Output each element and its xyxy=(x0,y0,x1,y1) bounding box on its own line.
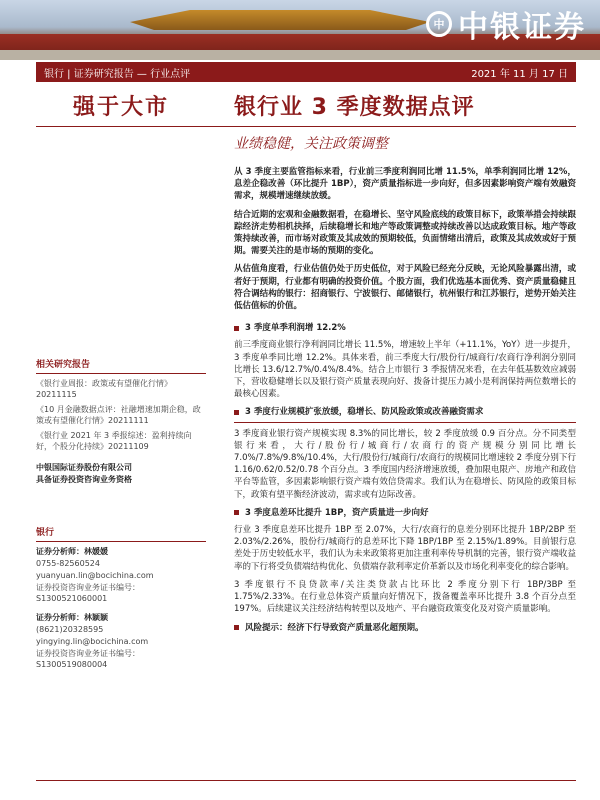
bullet-square-icon xyxy=(234,510,239,515)
analyst-email[interactable]: yingying.lin@bocichina.com xyxy=(36,637,149,646)
courtyard-graphic xyxy=(0,50,600,60)
related-reports xyxy=(36,360,206,453)
summary-paragraph: 从估值角度看，行业估值仍处于历史低位，对于风险已经充分反映，无论风险暴露出清，或者好于预期，行业都有明确的投资价值。个股方面，我们优选基本面优秀、资产质量稳健且符合调结构的银行：招商银行、宁波银行、邮储银行，杭州银行和江苏银行，逆势开始关注低估值标的价值。 xyxy=(234,264,576,312)
section-heading: 3 季度行业规模扩张放缓，稳增长、防风险政策或改善融资需求 xyxy=(234,406,576,422)
sidebar-divider xyxy=(36,541,206,542)
report-body xyxy=(234,166,576,639)
analyst-name: 证券分析师：林颖颖 xyxy=(36,613,108,622)
summary-paragraph: 结合近期的宏观和金融数据看，在稳增长、坚守风险底线的政策目标下，政策举措会持续跟踪经济走势相机抉择，后续稳增长和地产等政策调整或持续改善以达成政策目标。地产等政策持续改善，而市场对政策及其成效的预期较低，负面情绪出清后，政策及其成效或好于预期。需要关注的是市场的预期的变化。 xyxy=(234,209,576,257)
logo-mark-icon: 中 xyxy=(426,11,452,37)
bullet-square-icon xyxy=(234,410,239,415)
bullet-square-icon xyxy=(234,625,239,630)
analyst-phone: (8621)20328595 xyxy=(36,625,104,634)
company-name: 中银国际证券股份有限公司 xyxy=(36,463,132,472)
risk-warning: 风险提示：经济下行导致资产质量恶化超预期。 xyxy=(234,622,576,634)
report-subheader xyxy=(36,62,576,82)
analyst-cert: 证券投资咨询业务证书编号：S1300519080004 xyxy=(36,649,140,669)
breadcrumb: 银行 | 证券研究报告 — 行业点评 xyxy=(44,68,191,80)
page-title: 银行业 3 季度数据点评 xyxy=(234,95,475,120)
report-date: 2021 年 11 月 17 日 xyxy=(471,68,568,80)
brand-logo xyxy=(426,2,586,46)
section-text: 3 季度商业银行资产规模实现 8.3%的同比增长，较 2 季度放缓 0.9 百分点。分不同类型银行来看，大行/股份行/城商行/农商行的资产规模分别同比增长 7.0%/7.8%/9.8%/10.4%，大行/股份行/城商行/农商行的规模同比增速较 2 季度分别下行 1.16/0.62/0.52/0.78 个百分点。3 季度国内经济增速放缓，叠加限电限产、房地产和政信平台等监管，多因素影响银行资产端有效信贷需求。我们认为在稳增长、防风险的政策目标下，政策有望平衡经济波动，需求或有边际改善。 xyxy=(234,428,576,500)
analyst-email[interactable]: yuanyuan.lin@bocichina.com xyxy=(36,571,154,580)
section-heading: 3 季度息差环比提升 1BP，资产质量进一步向好 xyxy=(234,507,576,519)
title-divider xyxy=(36,126,576,127)
section-heading: 3 季度单季利润增 12.2% xyxy=(234,322,576,334)
summary-paragraph: 从 3 季度主要监管指标来看，行业前三季度利润同比增 11.5%，单季利润同比增 12%，息差企稳改善（环比提升 1BP），资产质量指标进一步向好，但多因素影响资产端有效融资需求，规模增速继续放缓。 xyxy=(234,167,576,202)
analyst-phone: 0755-82560524 xyxy=(36,559,100,568)
section-text: 3 季度银行不良贷款率/关注类贷款占比环比 2 季度分别下行 1BP/3BP 至 1.75%/2.33%。在行业总体资产质量向好情况下，拨备覆盖率环比提升 3.8 个百分点至 197%。后续建议关注经济结构转型以及地产、平台融资政策变化及对资产质量影响。 xyxy=(234,579,576,615)
analyst-name: 证券分析师：林媛媛 xyxy=(36,547,108,556)
page-subtitle: 业绩稳健，关注政策调整 xyxy=(234,136,388,152)
industry-rating: 强于大市 xyxy=(72,95,169,120)
analyst-block xyxy=(36,528,206,671)
section-text: 前三季度商业银行净利润同比增长 11.5%，增速较上半年（+11.1%，YoY）进一步提升，3 季度单季同比增 12.2%。具体来看，前三季度大行/股份行/城商行/农商行净利润分别同比增长 13.6/12.7%/0.4%/8.4%。结合上市银行 3 季报情况来看，在去年低基数效应减弱下，营收稳健增长以及银行资产质量表现向好、拨备计提压力减小是利润保持两位数增长的最核心因素。 xyxy=(234,340,576,400)
related-report-item[interactable]: 《10 月金融数据点评：社融增速加期企稳，政策或有望催化行情》20211111 xyxy=(36,405,201,425)
company-info xyxy=(36,462,206,486)
related-report-item[interactable]: 《银行业 2021 年 3 季报综述：盈利持续向好，个股分化持续》20211109 xyxy=(36,431,192,451)
section-text: 行业 3 季度息差环比提升 1BP 至 2.07%，大行/农商行的息差分别环比提升 1BP/2BP 至 2.03%/2.26%，股份行/城商行的息差环比下降 1BP/1BP 至 2.15%/1.89%。目前银行息差处于历史较低水平，我们认为未来政策将更加注重利率传导机制的完善，银行资产端收益率的下行将受负债端结构优化、负债端存款利率定价革新以及市场化利率变化的综合影响。 xyxy=(234,525,576,572)
sidebar-divider xyxy=(36,373,206,374)
related-reports-heading: 相关研究报告 xyxy=(36,360,91,370)
footer-divider xyxy=(36,780,576,781)
analyst-cert: 证券投资咨询业务证书编号：S1300521060001 xyxy=(36,583,140,603)
bullet-square-icon xyxy=(234,326,239,331)
company-qualification: 具备证券投资咨询业务资格 xyxy=(36,475,132,484)
palace-roof-graphic xyxy=(130,10,430,30)
industry-label: 银行 xyxy=(36,528,55,538)
related-report-item[interactable]: 《银行业周报：政策或有望催化行情》20211115 xyxy=(36,379,172,399)
logo-text: 中银证券 xyxy=(458,10,586,45)
header-banner xyxy=(0,0,600,60)
